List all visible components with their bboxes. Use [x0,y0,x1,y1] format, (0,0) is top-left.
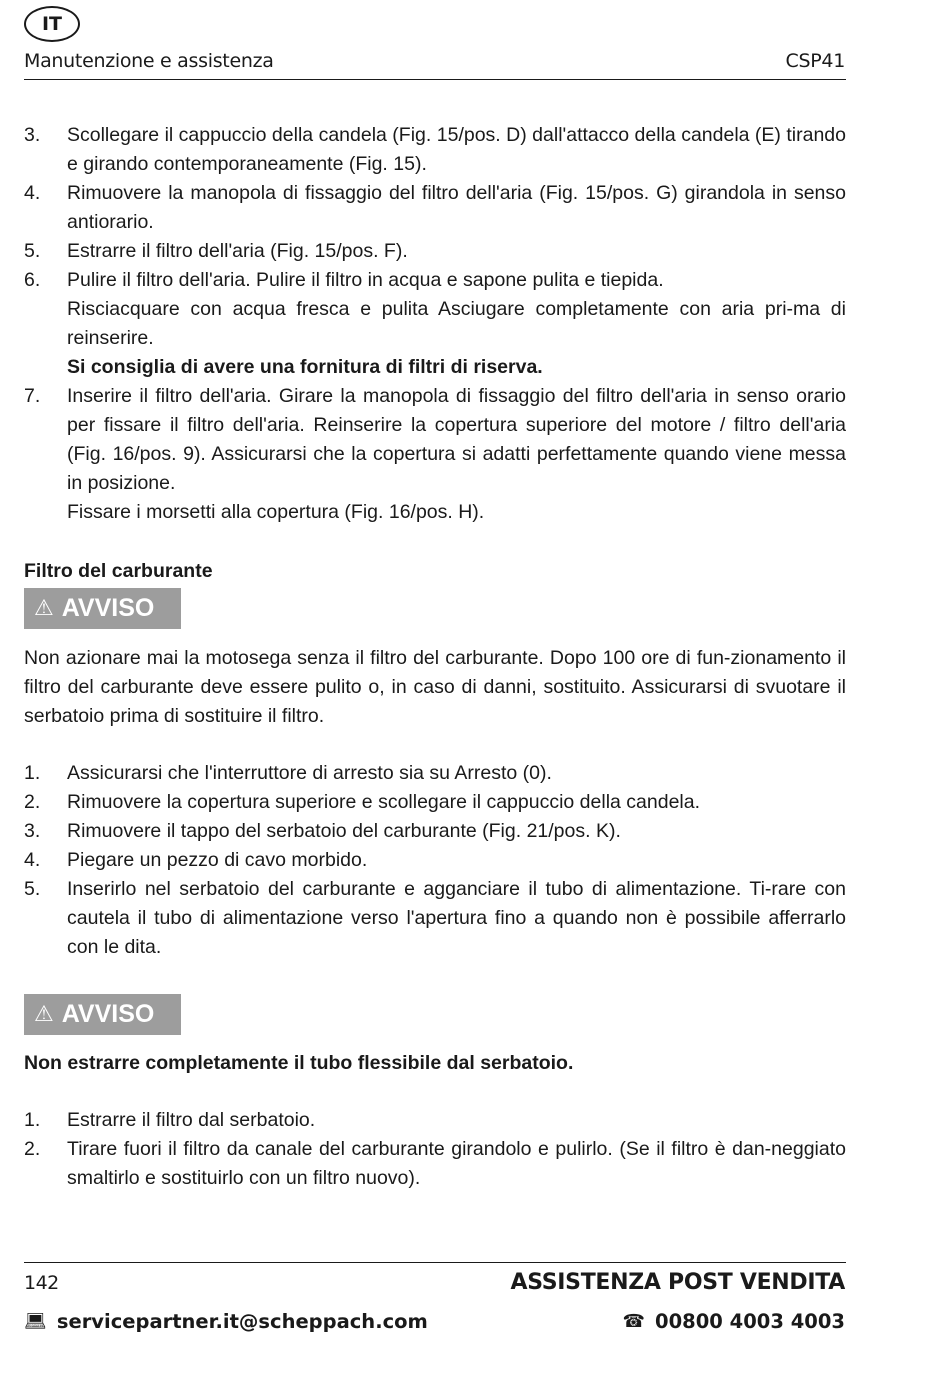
list-item-number: 6. [24,269,41,291]
warning-label-2: AVVISO [61,1000,155,1028]
list-item [24,1106,846,1135]
list-item-text: Estrarre il filtro dal serbatoio. [67,1109,316,1131]
list-item [24,788,846,817]
list-item-text: Assicurarsi che l'interruttore di arresto sia su Arresto (0). [67,762,552,784]
list-item [24,759,846,788]
list-item [24,179,846,237]
list-item-number: 7. [24,385,41,407]
list-item-text: Rimuovere la manopola di fissaggio del filtro dell'aria (Fig. 15/pos. G) girandola in senso antiorario. [67,182,846,233]
warning-label: AVVISO [61,594,155,622]
footer-divider [24,1262,846,1263]
list-item-note: Si consiglia di avere una fornitura di filtri di riserva. [67,356,543,378]
list-item-number: 5. [24,240,41,262]
list-item [24,121,846,179]
list-item-number: 1. [24,762,41,784]
fuel-filter-steps-list [24,759,846,962]
list-item-text: Piegare un pezzo di cavo morbido. [67,849,368,871]
list-item [24,817,846,846]
language-code: IT [41,13,63,35]
list-item [24,237,846,266]
list-item [24,1135,846,1193]
phone-number[interactable]: 00800 4003 4003 [655,1310,845,1333]
list-item [24,875,846,962]
email-address[interactable]: servicepartner.it@scheppach.com [56,1310,428,1333]
warning-badge-2 [24,994,181,1035]
list-item-text: Scollegare il cappuccio della candela (Fig. 15/pos. D) dall'attacco della candela (E) tirando e girando contemporaneamente (Fig. 15). [67,124,846,175]
warning-badge [24,588,181,629]
final-steps-list [24,1106,846,1193]
list-item-text: Rimuovere il tappo del serbatoio del carburante (Fig. 21/pos. K). [67,820,621,842]
header-divider [24,79,846,80]
list-item-number: 4. [24,182,41,204]
fuel-filter-warning-text: Non azionare mai la motosega senza il filtro del carburante. Dopo 100 ore di fun-zionamento il filtro del carburante deve essere pulito o, in caso di danni, sostituito. Assicurarsi di svuotare il serbatoio prima di sostituire il filtro. [24,647,846,727]
list-item-number: 3. [24,124,41,146]
list-item-text: Inserirlo nel serbatoio del carburante e agganciare il tubo di alimentazione. Ti-rare con cautela il tubo di alimentazione verso l'apertura fino a quando non è possibile afferrarlo con le dita. [67,878,846,958]
phone-icon: ☎ [622,1311,646,1332]
warning-triangle-icon: ⚠ [34,596,54,621]
language-badge [24,6,80,42]
page-section-title: Manutenzione e assistenza [24,50,274,72]
list-item-text: Risciacquare con acqua fresca e pulita Asciugare completamente con aria pri-ma di reinserire. [67,298,846,349]
service-title: ASSISTENZA POST VENDITA [510,1270,845,1295]
hose-warning-text: Non estrarre completamente il tubo flessibile dal serbatoio. [24,1052,574,1074]
phone-contact [623,1310,845,1333]
list-item-number: 2. [24,791,41,813]
list-item-text: Inserire il filtro dell'aria. Girare la manopola di fissaggio del filtro dell'aria in senso orario per fissare il filtro dell'aria. Reinserire la copertura superiore del motore / filtro dell'aria (Fig. 16/pos. 9). Assicurarsi che la copertura si adatti perfettamente quando viene messa in posizione. [67,385,846,494]
list-item-text: Pulire il filtro dell'aria. Pulire il filtro in acqua e sapone pulita e tiepida. [67,269,664,291]
model-label: CSP41 [785,50,845,72]
list-item-number: 2. [24,1138,41,1160]
email-contact [24,1310,428,1333]
list-item-number: 3. [24,820,41,842]
list-item [24,846,846,875]
fuel-filter-heading: Filtro del carburante [24,560,213,582]
air-filter-steps-list [24,121,846,527]
page-number: 142 [24,1272,59,1294]
list-item-text: Rimuovere la copertura superiore e scollegare il cappuccio della candela. [67,791,701,813]
list-item-number: 1. [24,1109,41,1131]
list-item-text: Tirare fuori il filtro da canale del carburante girandolo e pulirlo. (Se il filtro è dan-neggiato smaltirlo e sostituirlo con un filtro nuovo). [67,1138,846,1189]
warning-triangle-icon: ⚠ [34,1002,54,1027]
list-item [24,266,846,382]
list-item-text: Estrarre il filtro dell'aria (Fig. 15/pos. F). [67,240,408,262]
list-item-number: 4. [24,849,41,871]
list-item-text: Fissare i morsetti alla copertura (Fig. 16/pos. H). [67,501,485,523]
laptop-icon: 💻︎ [24,1311,47,1332]
list-item [24,382,846,527]
list-item-number: 5. [24,878,41,900]
